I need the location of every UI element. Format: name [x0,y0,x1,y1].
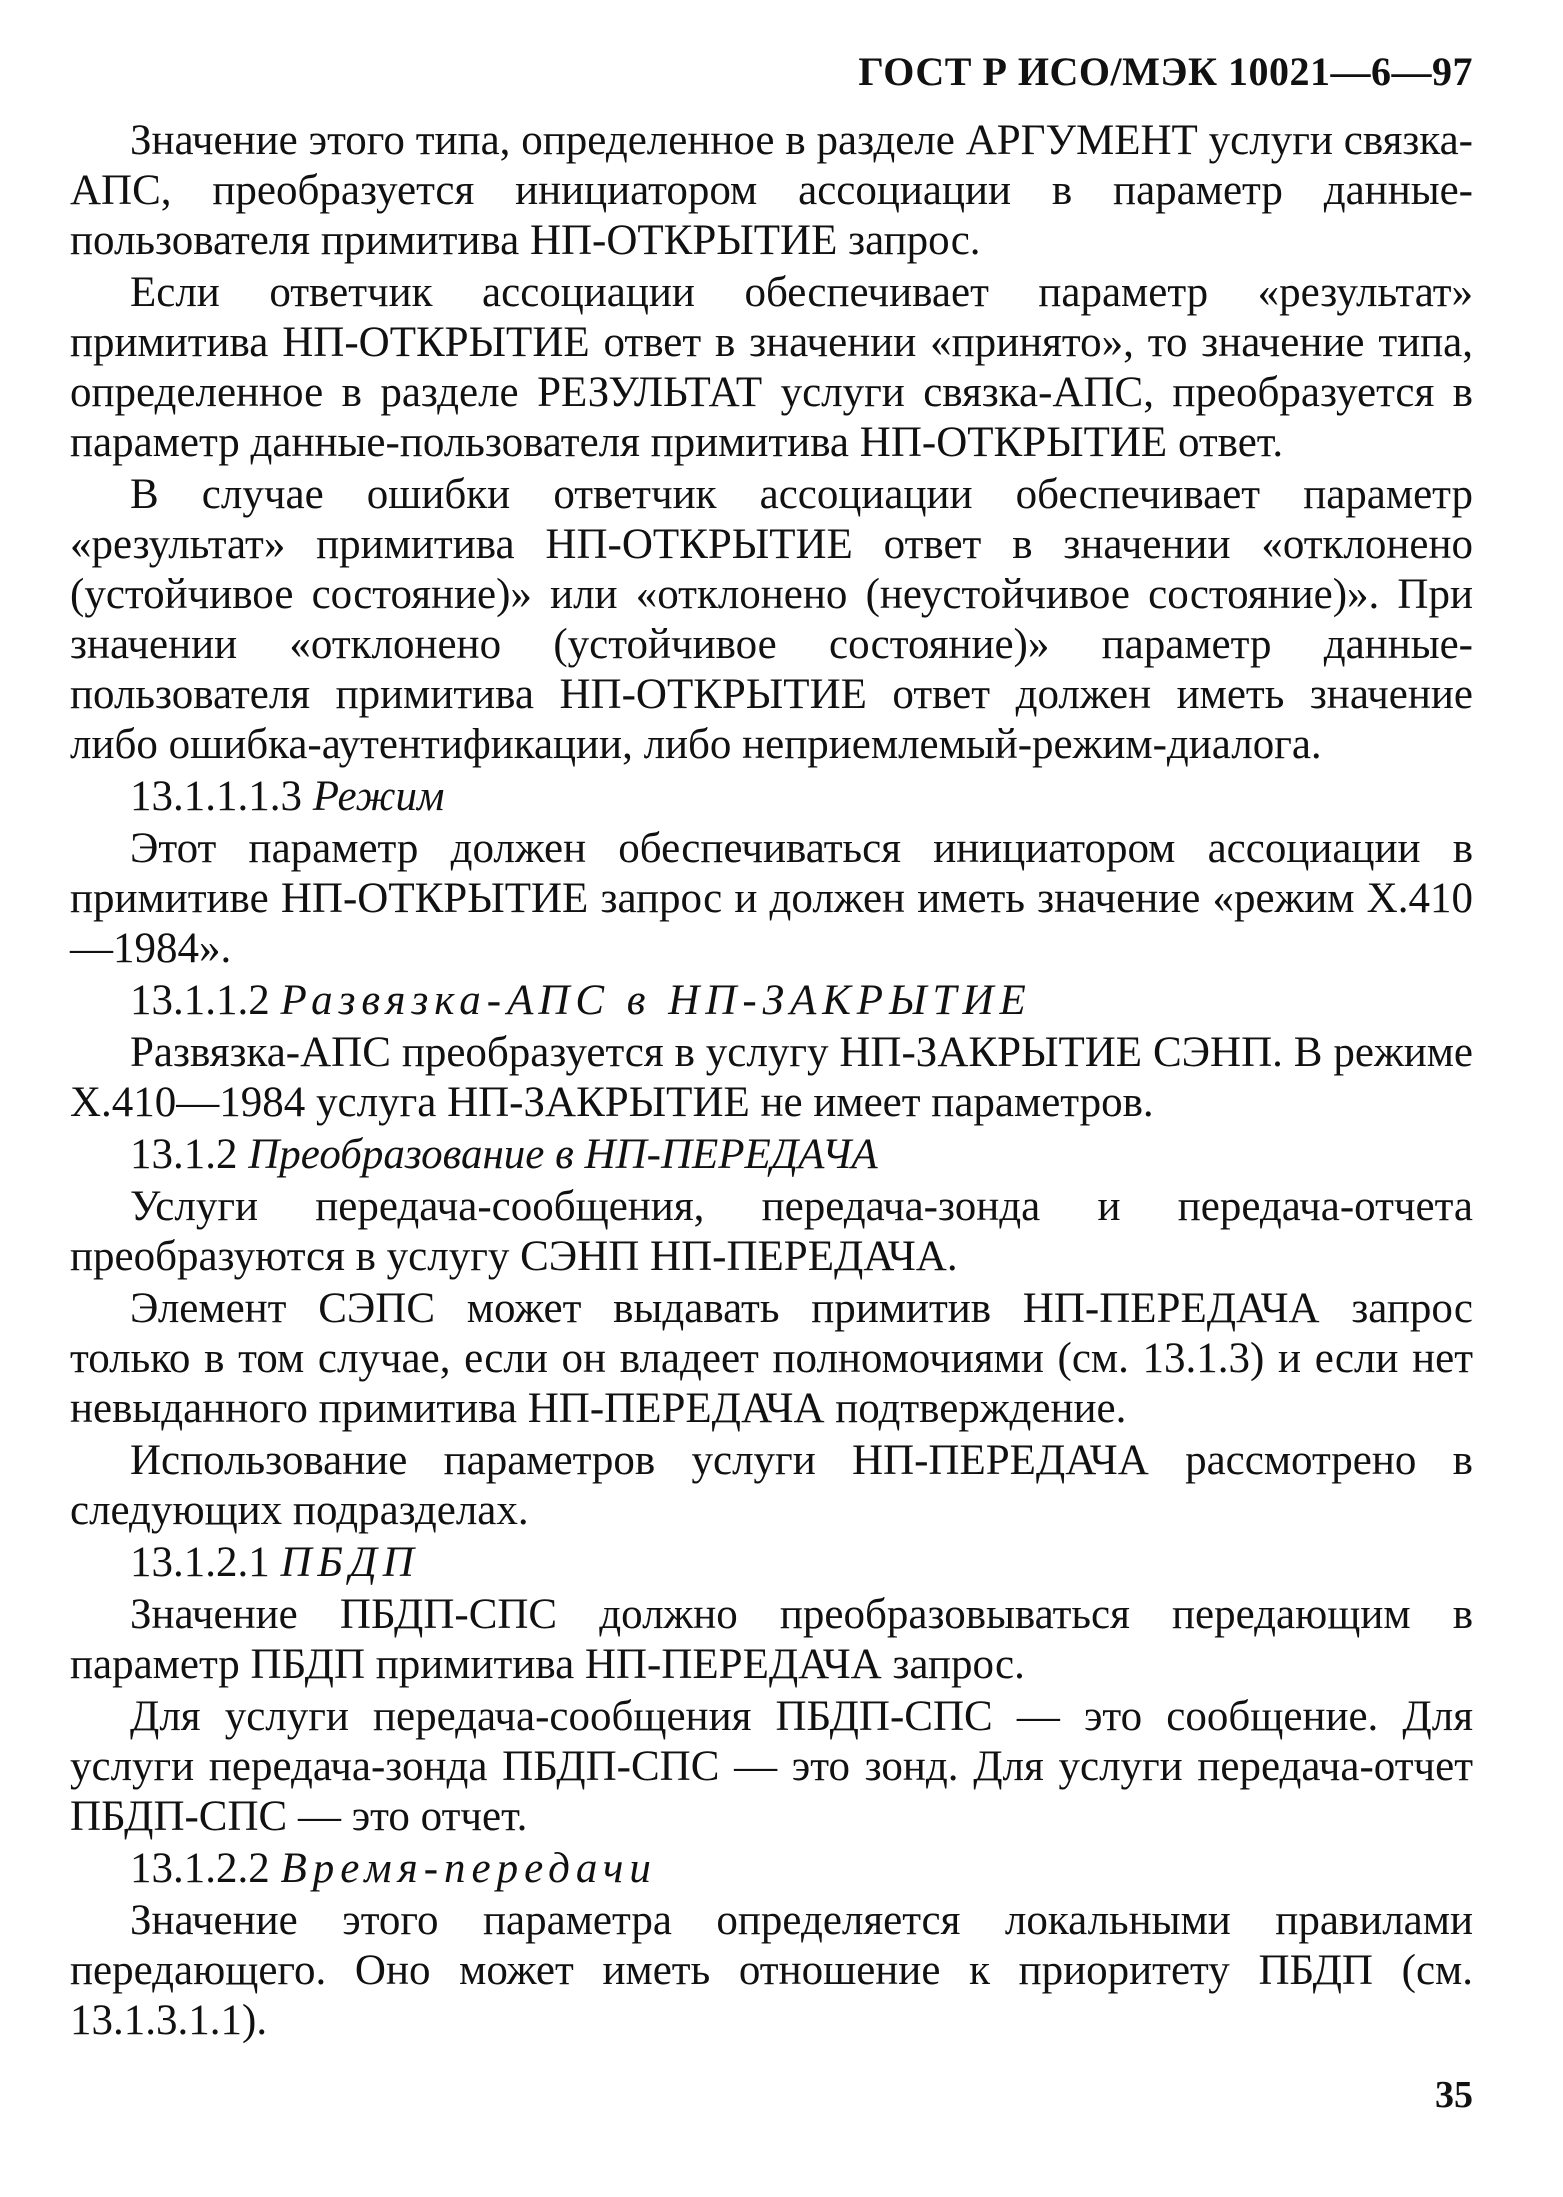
document-body [70,116,1473,2046]
paragraph: В случае ошибки ответчик ассоциации обеспечивает параметр «результат» примитива НП-ОТКРЫТИЕ ответ в значении «отклонено (устойчивое состояние)» или «отклонено (неустойчивое состояние)». При значении «отклонено (устойчивое состояние)» параметр данные-пользователя примитива НП-ОТКРЫТИЕ ответ должен иметь значение либо ошибка-аутентификации, либо неприемлемый-режим-диалога. [70,471,1473,768]
section-number: 13.1.1.2 [130,977,270,1024]
section-heading [70,1538,1473,1588]
section-title: Развязка-АПС в НП-ЗАКРЫТИЕ [280,977,1032,1024]
document-header: ГОСТ Р ИСО/МЭК 10021—6—97 [858,49,1473,94]
paragraph: Значение ПБДП-СПС должно преобразовываться передающим в параметр ПБДП примитива НП-ПЕРЕДАЧА запрос. [70,1591,1473,1688]
section-number: 13.1.2 [130,1131,238,1178]
section-number: 13.1.2.1 [130,1539,270,1586]
section-number: 13.1.2.2 [130,1845,270,1892]
section-heading [70,1844,1473,1894]
section-title: ПБДП [280,1539,420,1586]
section-title: Время-передачи [280,1845,657,1892]
section-heading [70,976,1473,1026]
section-number: 13.1.1.1.3 [130,773,302,820]
section-heading [70,772,1473,822]
paragraph: Использование параметров услуги НП-ПЕРЕДАЧА рассмотрено в следующих подразделах. [70,1437,1473,1534]
paragraph: Значение этого типа, определенное в разделе АРГУМЕНТ услуги связка-АПС, преобразуется инициатором ассоциации в параметр данные-пользователя примитива НП-ОТКРЫТИЕ запрос. [70,117,1473,264]
paragraph: Услуги передача-сообщения, передача-зонда и передача-отчета преобразуются в услугу СЭНП НП-ПЕРЕДАЧА. [70,1183,1473,1280]
section-heading [70,1130,1473,1180]
paragraph: Развязка-АПС преобразуется в услугу НП-ЗАКРЫТИЕ СЭНП. В режиме X.410—1984 услуга НП-ЗАКРЫТИЕ не имеет параметров. [70,1029,1473,1126]
paragraph: Элемент СЭПС может выдавать примитив НП-ПЕРЕДАЧА запрос только в том случае, если он владеет полномочиями (см. 13.1.3) и если нет невыданного примитива НП-ПЕРЕДАЧА подтверждение. [70,1285,1473,1432]
paragraph: Для услуги передача-сообщения ПБДП-СПС — это сообщение. Для услуги передача-зонда ПБДП-СПС — это зонд. Для услуги передача-отчет ПБДП-СПС — это отчет. [70,1693,1473,1840]
section-title: Режим [312,773,445,820]
paragraph: Если ответчик ассоциации обеспечивает параметр «результат» примитива НП-ОТКРЫТИЕ ответ в значении «принято», то значение типа, определенное в разделе РЕЗУЛЬТАТ услуги связка-АПС, преобразуется в параметр данные-пользователя примитива НП-ОТКРЫТИЕ ответ. [70,269,1473,466]
paragraph: Этот параметр должен обеспечиваться инициатором ассоциации в примитиве НП-ОТКРЫТИЕ запрос и должен иметь значение «режим X.410—1984». [70,825,1473,972]
page-number: 35 [1435,2074,1473,2116]
section-title: Преобразование в НП-ПЕРЕДАЧА [248,1131,878,1178]
paragraph: Значение этого параметра определяется локальными правилами передающего. Оно может иметь отношение к приоритету ПБДП (см. 13.1.3.1.1). [70,1897,1473,2044]
